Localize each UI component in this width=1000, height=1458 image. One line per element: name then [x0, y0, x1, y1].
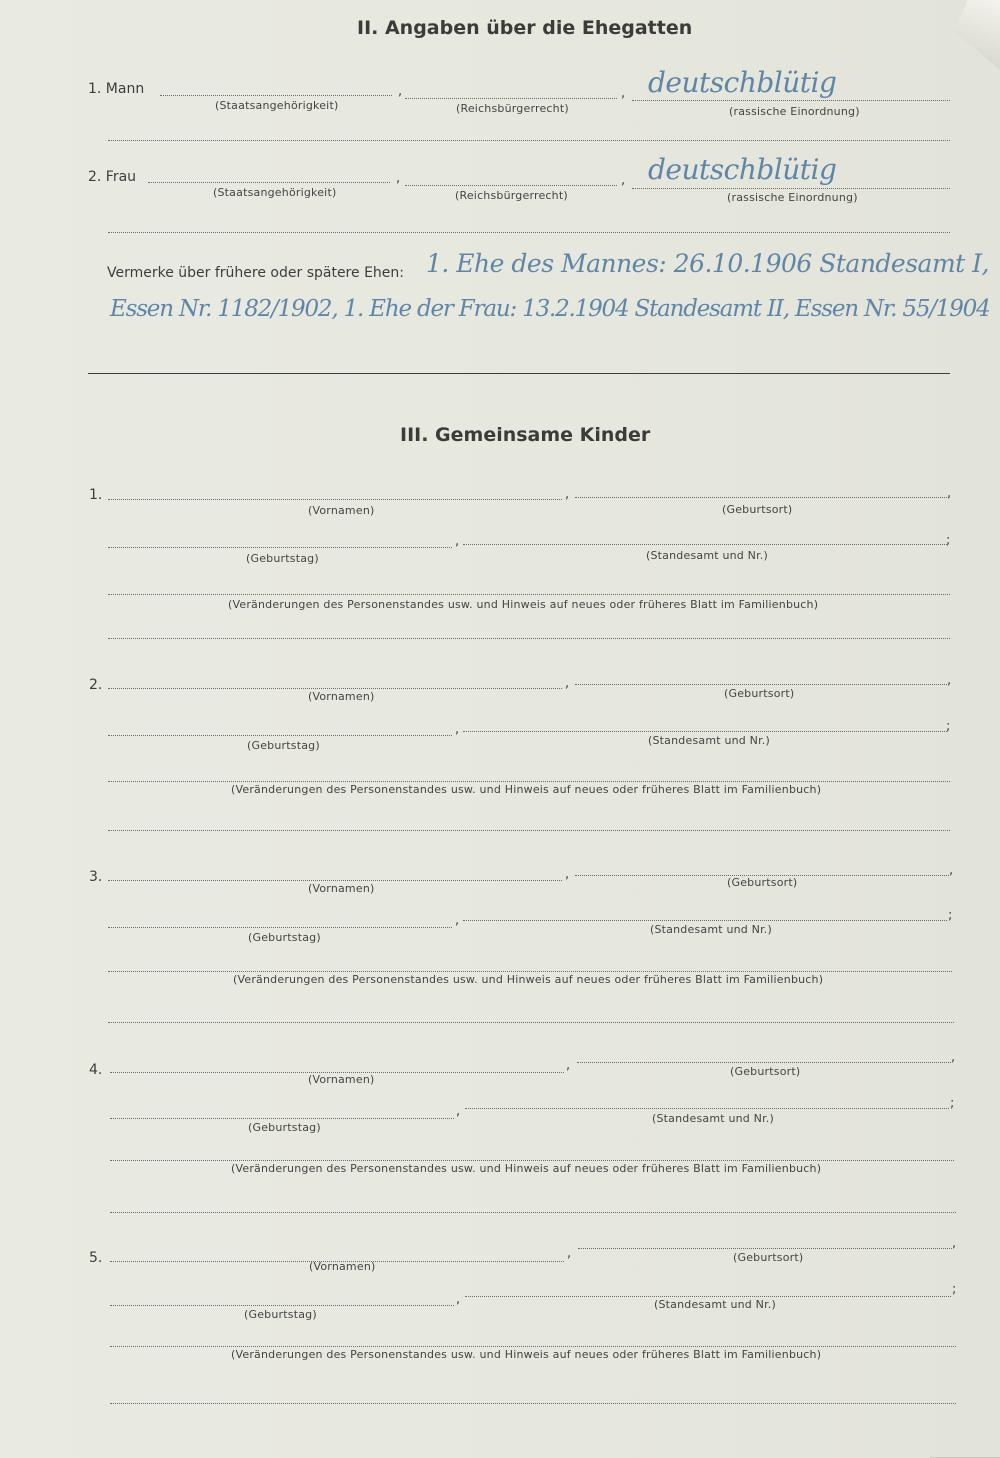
comma: , — [398, 84, 403, 99]
child-number: 1. — [89, 487, 103, 503]
child-geburtstag-field[interactable] — [108, 927, 452, 928]
child-geburtsort-field[interactable] — [575, 684, 947, 685]
frau-staat-field[interactable] — [148, 182, 390, 183]
comma: , — [456, 1292, 461, 1307]
child-extra-line[interactable] — [110, 1212, 956, 1213]
child-number: 2. — [89, 677, 103, 693]
child-cap-veraend: (Veränderungen des Personenstandes usw. und Hinweis auf neues oder früheres Blatt im Familienbuch) — [228, 598, 819, 611]
child-cap-geburtstag: (Geburtstag) — [246, 552, 319, 565]
frau-cap-staat: (Staatsangehörigkeit) — [213, 186, 337, 199]
vermerke-label: Vermerke über frühere oder spätere Ehen: — [107, 265, 404, 281]
mann-staat-field[interactable] — [160, 95, 392, 96]
frau-cap-reich: (Reichsbürgerrecht) — [455, 189, 568, 202]
child-geburtstag-field[interactable] — [110, 1305, 454, 1306]
child-cap-standesamt: (Standesamt und Nr.) — [652, 1112, 774, 1125]
section2-title: II. Angaben über die Ehegatten — [357, 17, 693, 39]
mann-cap-rass: (rassische Einordnung) — [729, 105, 860, 118]
child-extra-line[interactable] — [108, 638, 950, 639]
child-cap-veraend: (Veränderungen des Personenstandes usw. und Hinweis auf neues oder früheres Blatt im Familienbuch) — [231, 1162, 822, 1175]
comma: , — [621, 173, 626, 188]
child-cap-standesamt: (Standesamt und Nr.) — [654, 1298, 776, 1311]
mann-rass-field[interactable] — [632, 100, 950, 101]
semicolon: ; — [952, 1282, 957, 1297]
child-cap-vornamen: (Vornamen) — [308, 504, 375, 517]
child-standesamt-field[interactable] — [463, 731, 947, 732]
comma: , — [565, 867, 570, 882]
mann-reich-field[interactable] — [405, 98, 617, 99]
semicolon: ; — [950, 1096, 955, 1111]
child-number: 4. — [89, 1062, 103, 1078]
semicolon: ; — [946, 719, 951, 734]
comma: , — [621, 86, 626, 101]
child-cap-veraend: (Veränderungen des Personenstandes usw. und Hinweis auf neues oder früheres Blatt im Familienbuch) — [233, 973, 824, 986]
child-extra-line[interactable] — [108, 830, 950, 831]
child-geburtstag-field[interactable] — [108, 735, 452, 736]
child-cap-standesamt: (Standesamt und Nr.) — [648, 734, 770, 747]
section-divider — [88, 373, 950, 374]
comma: , — [947, 486, 952, 501]
semicolon: ; — [948, 908, 953, 923]
comma: , — [455, 722, 460, 737]
page-edge — [930, 1417, 1000, 1458]
child-cap-geburtsort: (Geburtsort) — [724, 687, 795, 700]
child-cap-geburtstag: (Geburtstag) — [247, 739, 320, 752]
child-cap-geburtstag: (Geburtstag) — [244, 1308, 317, 1321]
child-geburtsort-field[interactable] — [578, 1248, 952, 1249]
comma: , — [455, 534, 460, 549]
comma: , — [951, 1050, 956, 1065]
frau-extra-line[interactable] — [108, 232, 950, 233]
child-cap-vornamen: (Vornamen) — [308, 690, 375, 703]
child-vornamen-field[interactable] — [108, 880, 562, 881]
child-vornamen-field[interactable] — [108, 688, 562, 689]
child-cap-geburtstag: (Geburtstag) — [248, 1121, 321, 1134]
mann-label: 1. Mann — [88, 81, 145, 97]
child-geburtstag-field[interactable] — [108, 547, 452, 548]
comma: , — [455, 913, 460, 928]
child-veraend-field[interactable] — [108, 594, 950, 595]
comma: , — [565, 676, 570, 691]
mann-rass-handwriting: deutschblütig — [648, 66, 837, 99]
child-geburtstag-field[interactable] — [110, 1118, 454, 1119]
comma: , — [396, 171, 401, 186]
child-cap-vornamen: (Vornamen) — [308, 1073, 375, 1086]
child-cap-geburtsort: (Geburtsort) — [730, 1065, 801, 1078]
child-standesamt-field[interactable] — [463, 920, 947, 921]
comma: , — [567, 1246, 572, 1261]
child-cap-veraend: (Veränderungen des Personenstandes usw. und Hinweis auf neues oder früheres Blatt im Familienbuch) — [231, 783, 822, 796]
semicolon: ; — [946, 533, 951, 548]
child-extra-line[interactable] — [110, 1403, 956, 1404]
frau-cap-rass: (rassische Einordnung) — [727, 191, 858, 204]
child-standesamt-field[interactable] — [463, 544, 947, 545]
child-cap-standesamt: (Standesamt und Nr.) — [650, 923, 772, 936]
vermerke-handwriting-line1: 1. Ehe des Mannes: 26.10.1906 Standesamt I, — [426, 249, 989, 278]
section3-title: III. Gemeinsame Kinder — [400, 424, 651, 446]
child-cap-geburtsort: (Geburtsort) — [727, 876, 798, 889]
child-veraend-field[interactable] — [110, 1346, 956, 1347]
child-veraend-field[interactable] — [108, 781, 950, 782]
child-number: 5. — [89, 1250, 103, 1266]
frau-reich-field[interactable] — [405, 185, 617, 186]
child-cap-geburtsort: (Geburtsort) — [733, 1251, 804, 1264]
comma: , — [566, 1058, 571, 1073]
child-extra-line[interactable] — [108, 1022, 954, 1023]
child-cap-vornamen: (Vornamen) — [308, 882, 375, 895]
frau-rass-handwriting: deutschblütig — [648, 153, 837, 186]
child-veraend-field[interactable] — [110, 1160, 954, 1161]
frau-label: 2. Frau — [88, 169, 137, 185]
comma: , — [952, 1236, 957, 1251]
child-veraend-field[interactable] — [108, 971, 952, 972]
child-cap-geburtstag: (Geburtstag) — [248, 931, 321, 944]
comma: , — [949, 863, 954, 878]
frau-rass-field[interactable] — [632, 188, 950, 189]
page-corner-curl — [954, 0, 1000, 70]
comma: , — [947, 673, 952, 688]
child-standesamt-field[interactable] — [465, 1108, 949, 1109]
comma: , — [565, 487, 570, 502]
child-number: 3. — [89, 869, 103, 885]
child-geburtsort-field[interactable] — [575, 497, 947, 498]
child-cap-geburtsort: (Geburtsort) — [722, 503, 793, 516]
child-cap-veraend: (Veränderungen des Personenstandes usw. und Hinweis auf neues oder früheres Blatt im Familienbuch) — [231, 1348, 822, 1361]
mann-extra-line[interactable] — [108, 140, 950, 141]
mann-cap-staat: (Staatsangehörigkeit) — [215, 99, 339, 112]
vermerke-handwriting-line2: Essen Nr. 1182/1902, 1. Ehe der Frau: 13.2.1904 Standesamt II, Essen Nr. 55/1904 — [110, 296, 990, 322]
child-cap-standesamt: (Standesamt und Nr.) — [646, 549, 768, 562]
child-vornamen-field[interactable] — [108, 499, 562, 500]
comma: , — [456, 1104, 461, 1119]
child-standesamt-field[interactable] — [465, 1296, 951, 1297]
child-cap-vornamen: (Vornamen) — [309, 1260, 376, 1273]
child-geburtsort-field[interactable] — [577, 1062, 951, 1063]
mann-cap-reich: (Reichsbürgerrecht) — [456, 102, 569, 115]
